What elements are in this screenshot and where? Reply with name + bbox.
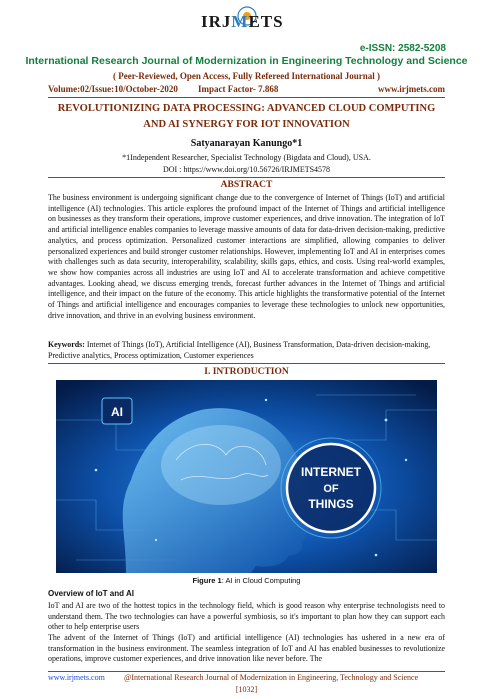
author-affiliation: *1Independent Researcher, Specialist Technology (Bigdata and Cloud), USA. — [122, 153, 371, 162]
ai-badge-text: AI — [111, 405, 123, 419]
abstract-text: The business environment is undergoing significant change due to the convergence of Internet of Things (IoT) and artificial intelligence (AI) technologies. This article explores the profound impact of the Internet of Things and artificial intelligence on businesses as they transform their operations, improve customer experiences, and drive innovation. The integration of IoT and artificial intelligence enables companies to leverage massive amounts of data for data-driven decision-making, predictive analytics, and process optimization. Personalized customer interactions are simplified, allowing companies to deliver personalized experiences and build stronger customer relationships. However, implementing IoT and AI in enterprises comes with challenges such as data security, interoperability, scalability, skills gaps, ethics, and costs. Using real-world examples, we show how companies across all industries are using IoT and AI to accelerate transformation and achieve competitive advantages. Looking ahead, we discuss emerging trends, forecast further advances in the Internet of Things and artificial intelligence, and their impact on the future of the economy. This article highlights the transformative potential of the Internet of Things and artificial intelligence and encourages companies to leverage these technologies to unlock new opportunities, drive innovation, and thrive in an evolving business environment. — [48, 193, 445, 320]
eissn: e-ISSN: 2582-5208 — [359, 43, 446, 54]
footer-website-link[interactable]: www.irjmets.com — [48, 673, 105, 682]
footer-divider — [48, 671, 445, 672]
overview-subheading: Overview of IoT and AI — [48, 589, 134, 598]
volume-issue: Volume:02/Issue:10/October-2020 — [48, 84, 178, 94]
page-number: [1032] — [235, 685, 258, 694]
abstract-divider — [48, 363, 445, 364]
logo-text-left: IRJ — [201, 12, 232, 31]
intro-paragraph-1: IoT and AI are two of the hottest topics in the technology field, which is good reason why enterprise technologists need to understand them. The two technologies can have a powerful symbiosis, so it's important to plan how they can support each other to help enterprise users — [48, 601, 445, 632]
header-divider — [48, 97, 445, 98]
iot-text-internet: INTERNET — [301, 465, 361, 479]
abstract-heading: ABSTRACT — [220, 180, 273, 190]
doi-link[interactable]: DOI : https://www.doi.org/10.56726/IRJMETS4578 — [162, 165, 331, 174]
ai-head-illustration — [56, 380, 437, 573]
title-divider — [48, 177, 445, 178]
keywords — [48, 340, 445, 361]
logo-text-right: ETS — [248, 12, 284, 31]
intro-paragraph-2: The advent of the Internet of Things (IoT) and artificial intelligence (AI) technologies has ushered in a new era of transformation in the business environment. The seamless integration of IoT and AI has enabled businesses to revolutionize operations, improve customer experiences, and drive innovation like never before. The — [48, 633, 445, 664]
website-link[interactable]: www.irjmets.com — [378, 84, 445, 94]
figure-caption-label: Figure 1 — [192, 576, 222, 585]
paper-title-line-2: AND AI SYNERGY FOR IOT INNOVATION — [143, 119, 350, 130]
paper-title-line-1: REVOLUTIONIZING DATA PROCESSING: ADVANCED CLOUD COMPUTING — [57, 103, 436, 114]
footer-copyright: @International Research Journal of Modernization in Engineering, Technology and Science — [124, 673, 419, 682]
journal-name: International Research Journal of Modernization in Engineering Technology and Science — [25, 55, 468, 67]
impact-factor: Impact Factor- 7.868 — [198, 84, 279, 94]
iot-text-things: THINGS — [308, 497, 354, 511]
figure-caption — [0, 576, 493, 585]
introduction-heading: I. INTRODUCTION — [204, 367, 289, 377]
peer-review-note: ( Peer-Reviewed, Open Access, Fully Refereed International Journal ) — [113, 71, 380, 81]
paper-title — [48, 101, 445, 133]
journal-logo — [199, 4, 295, 42]
author-name: Satyanarayan Kanungo*1 — [190, 138, 303, 149]
issue-meta — [48, 84, 445, 96]
iot-text-of: OF — [323, 483, 339, 495]
figure-ai-cloud-image — [56, 380, 437, 573]
keywords-label: Keywords: — [48, 340, 85, 349]
keywords-list: Internet of Things (IoT), Artificial Intelligence (AI), Business Transformation, Data-driven decision-making, Predictive analytics, Process optimization, Customer experiences — [48, 340, 431, 360]
logo-text-mid: M — [231, 12, 249, 31]
figure-caption-text: : AI in Cloud Computing — [221, 576, 301, 585]
